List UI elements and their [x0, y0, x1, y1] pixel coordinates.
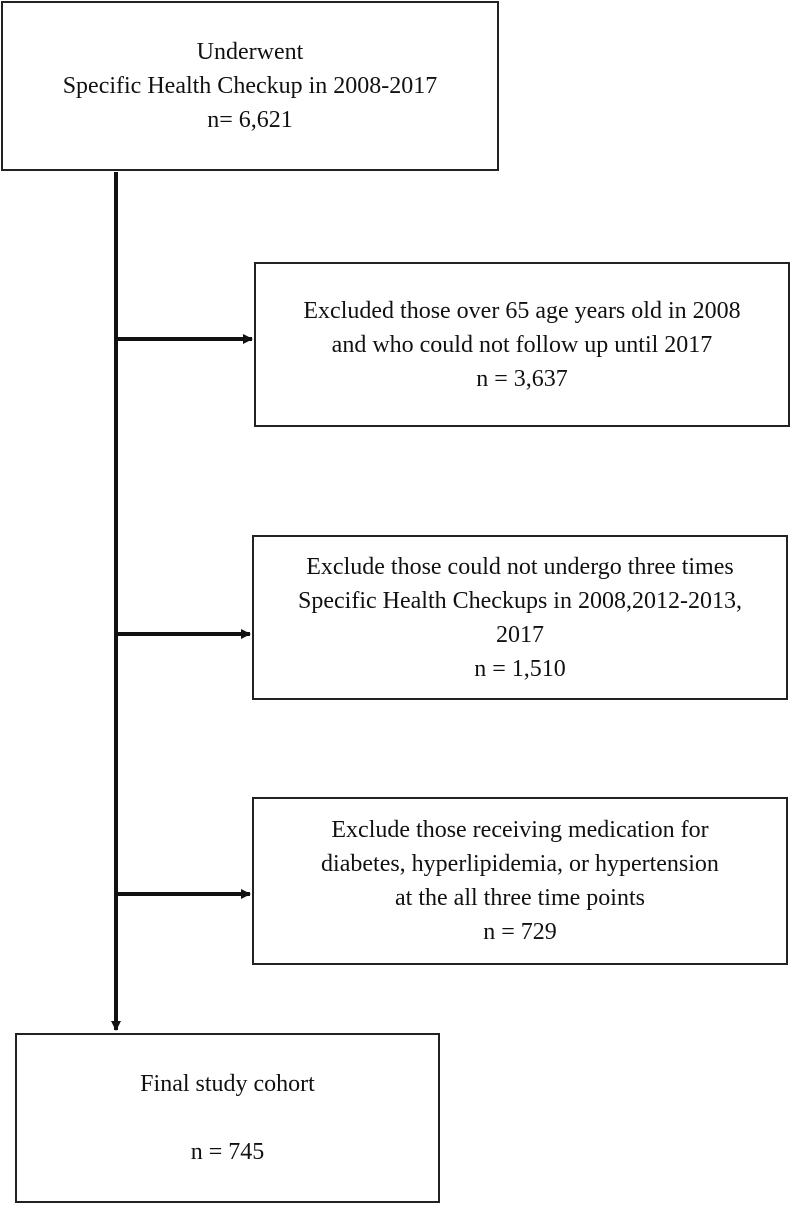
final-cohort-count: n = 745 — [190, 1139, 265, 1165]
exclusion-box-3 — [252, 797, 788, 965]
exclusion-1-line-1: Excluded those over 65 age years old in 2008 — [303, 297, 741, 324]
exclusion-box-1 — [254, 262, 790, 427]
start-box — [1, 1, 499, 171]
exclusion-3-line-3: at the all three time points — [395, 885, 645, 911]
exclusion-1-count: n = 3,637 — [476, 365, 568, 392]
start-count: n= 6,621 — [207, 107, 293, 133]
exclusion-2-line-1: Exclude those could not undergo three times — [306, 553, 734, 580]
exclusion-2-line-2: Specific Health Checkups in 2008,2012-2013, — [298, 587, 742, 614]
exclusion-2-count: n = 1,510 — [474, 655, 566, 682]
final-cohort-title: Final study cohort — [140, 1071, 315, 1097]
final-cohort-box — [15, 1033, 440, 1203]
exclusion-2-line-3: 2017 — [496, 621, 544, 648]
exclusion-1-line-2: and who could not follow up until 2017 — [331, 331, 713, 358]
exclusion-3-line-2: diabetes, hyperlipidemia, or hypertension — [321, 851, 719, 877]
exclusion-box-2 — [252, 535, 788, 700]
exclusion-3-line-1: Exclude those receiving medication for — [331, 817, 709, 843]
exclusion-3-count: n = 729 — [483, 919, 557, 945]
start-description: Specific Health Checkup in 2008-2017 — [62, 73, 438, 99]
start-label: Underwent — [196, 39, 304, 65]
